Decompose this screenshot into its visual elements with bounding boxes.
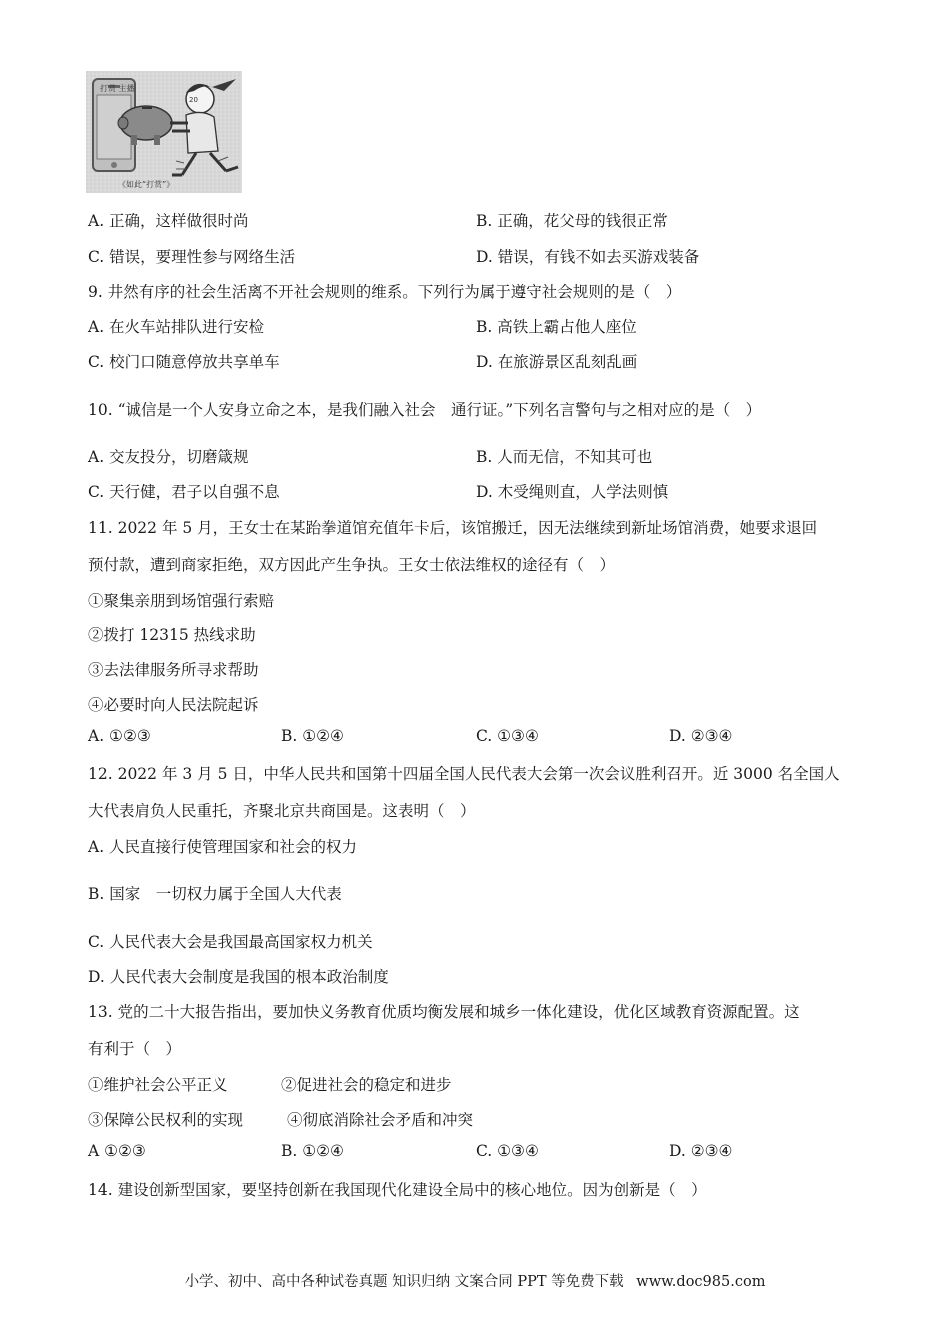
q13-option-a: A ①②③ (88, 1142, 146, 1160)
q11-item-2: ②拨打 12315 热线求助 (88, 626, 256, 644)
q10-option-b: B. 人而无信，不知其可也 (476, 448, 653, 466)
image-badge: 20 (189, 96, 198, 104)
q13-item-1: ①维护社会公平正义 (88, 1076, 228, 1094)
q9-stem: 9. 井然有序的社会生活离不开社会规则的维系。下列行为属于遵守社会规则的是（ ） (88, 283, 682, 301)
q10-option-c: C. 天行健，君子以自强不息 (88, 483, 280, 501)
q8-option-c: C. 错误，要理性参与网络生活 (88, 248, 296, 266)
q13-option-d: D. ②③④ (669, 1142, 733, 1160)
q8-option-d: D. 错误，有钱不如去买游戏装备 (476, 248, 700, 266)
q13-option-b: B. ①②④ (281, 1142, 344, 1160)
image-label: 打赏 主播 (100, 84, 135, 93)
q11-stem-line1: 11. 2022 年 5 月，王女士在某跆拳道馆充值年卡后，该馆搬迁，因无法继续到新址场馆消费，她要求退回 (88, 519, 818, 537)
question-illustration (86, 71, 242, 193)
q11-option-a: A. ①②③ (88, 727, 151, 745)
q10-option-d: D. 木受绳则直，人学法则慎 (476, 483, 669, 501)
q8-option-b: B. 正确，花父母的钱很正常 (476, 212, 668, 230)
page-footer (0, 1270, 950, 1291)
q9-option-d: D. 在旅游景区乱刻乱画 (476, 353, 638, 371)
q11-option-b: B. ①②④ (281, 727, 344, 745)
q13-stem-line1: 13. 党的二十大报告指出，要加快义务教育优质均衡发展和城乡一体化建设，优化区域教育资源配置。这 (88, 1003, 800, 1021)
q11-option-d: D. ②③④ (669, 727, 733, 745)
q13-option-c: C. ①③④ (476, 1142, 539, 1160)
image-caption: 《如此“打赏”》 (118, 180, 175, 189)
q12-stem-line1: 12. 2022 年 3 月 5 日，中华人民共和国第十四届全国人民代表大会第一次会议胜利召开。近 3000 名全国人 (88, 765, 840, 783)
q10-stem: 10. “诚信是一个人安身立命之本，是我们融入社会 通行证。”下列名言警句与之相对应的是（ ） (88, 401, 762, 419)
q10-option-a: A. 交友投分，切磨箴规 (88, 448, 249, 466)
q9-option-b: B. 高铁上霸占他人座位 (476, 318, 637, 336)
q13-stem-line2: 有利于（ ） (88, 1040, 182, 1058)
q12-option-b: B. 国家 一切权力属于全国人大代表 (88, 885, 342, 903)
q13-item-4: ④彻底消除社会矛盾和冲突 (287, 1111, 474, 1129)
q11-option-c: C. ①③④ (476, 727, 539, 745)
q12-stem-line2: 大代表肩负人民重托，齐聚北京共商国是。这表明（ ） (88, 802, 476, 820)
q11-item-1: ①聚集亲朋到场馆强行索赔 (88, 592, 275, 610)
q13-item-2: ②促进社会的稳定和进步 (281, 1076, 452, 1094)
footer-url[interactable]: www.doc985.com (636, 1274, 766, 1290)
q11-item-3: ③去法律服务所寻求帮助 (88, 661, 259, 679)
q9-option-c: C. 校门口随意停放共享单车 (88, 353, 280, 371)
q12-option-c: C. 人民代表大会是我国最高国家权力机关 (88, 933, 373, 951)
q8-option-a: A. 正确，这样做很时尚 (88, 212, 249, 230)
q9-option-a: A. 在火车站排队进行安检 (88, 318, 265, 336)
q14-stem: 14. 建设创新型国家，要坚持创新在我国现代化建设全局中的核心地位。因为创新是（ ） (88, 1181, 707, 1199)
q12-option-d: D. 人民代表大会制度是我国的根本政治制度 (88, 968, 389, 986)
footer-text: 小学、初中、高中各种试卷真题 知识归纳 文案合同 PPT 等免费下载 (184, 1274, 624, 1290)
q12-option-a: A. 人民直接行使管理国家和社会的权力 (88, 838, 358, 856)
q13-item-3: ③保障公民权利的实现 (88, 1111, 244, 1129)
q11-item-4: ④必要时向人民法院起诉 (88, 696, 259, 714)
q11-stem-line2: 预付款，遭到商家拒绝，双方因此产生争执。王女士依法维权的途径有（ ） (88, 556, 616, 574)
